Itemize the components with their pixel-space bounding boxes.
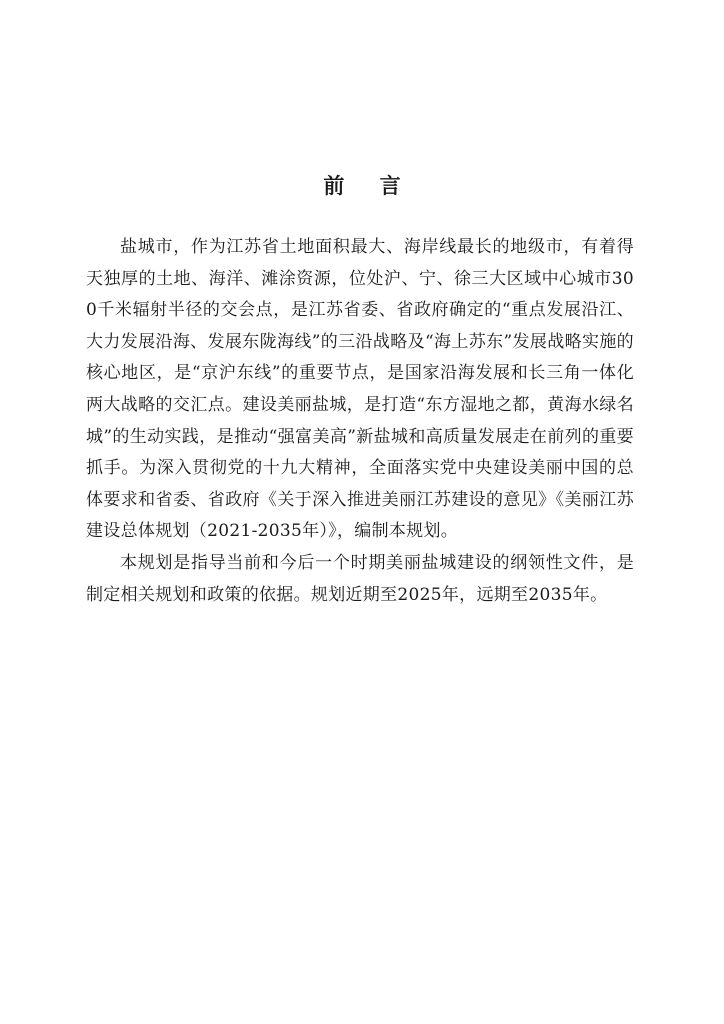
paragraph-1: 盐城市，作为江苏省土地面积最大、海岸线最长的地级市，有着得天独厚的土地、海洋、滩涂资源，位处沪、宁、徐三大区域中心城市300千米辐射半径的交会点，是江苏省委、省政府确定的“重点发展沿江、大力发展沿海、发展东陇海线”的三沿战略及“海上苏东”发展战略实施的核心地区，是“京沪东线”的重要节点，是国家沿海发展和长三角一体化两大战略的交汇点。建设美丽盐城，是打造“东方湿地之都，黄海水绿名城”的生动实践，是推动“强富美高”新盐城和高质量发展走在前列的重要抓手。为深入贯彻党的十九大精神，全面落实党中央建设美丽中国的总体要求和省委、省政府《关于深入推进美丽江苏建设的意见》《美丽江苏建设总体规划（2021-2035年）》，编制本规划。 [86, 237, 634, 542]
document-body [86, 232, 634, 611]
page-title: 前 言 [323, 174, 415, 198]
paragraph-2: 本规划是指导当前和今后一个时期美丽盐城建设的纲领性文件，是制定相关规划和政策的依据。规划近期至2025年，远期至2035年。 [86, 552, 634, 605]
